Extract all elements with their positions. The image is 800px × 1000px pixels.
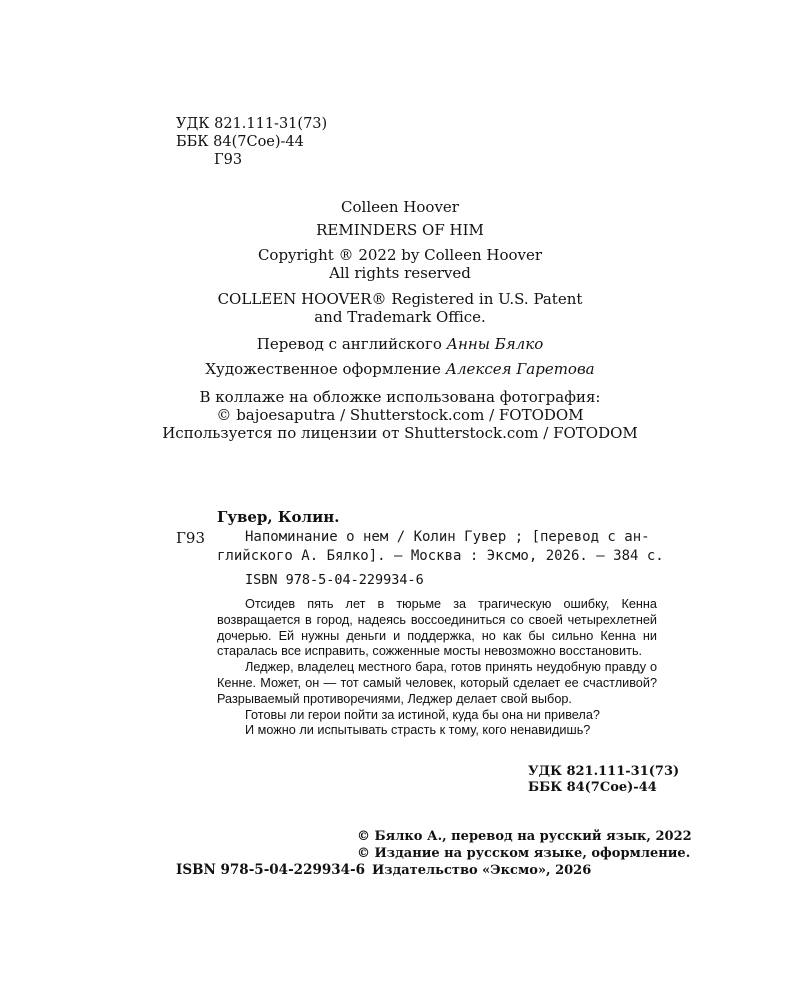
catalog-heading: Гувер, Колин.	[217, 508, 340, 526]
design-credit	[0, 360, 800, 378]
trademark-line-1: COLLEEN HOOVER® Registered in U.S. Patent	[217, 290, 583, 308]
annotation-paragraph-2: Леджер, владелец местного бара, готов принять неудобную правду о Кенне. Может, он — тот самый человек, который сделает ее счастливой? Разрываемый противоречиями, Леджер делает свой выбор.	[217, 660, 657, 706]
copyright-line: Copyright ® 2022 by Colleen Hoover	[257, 246, 543, 264]
translation-copyright: © Бялко А., перевод на русский язык, 2022	[357, 829, 692, 844]
annotation-paragraph-1: Отсидев пять лет в тюрьме за трагическую ошибку, Кенна возвращается в город, надеясь воссоединиться со своей четырехлетней дочерью. Ей нужны деньги и поддержка, но как бы сильно Кенна ни старалась все исправить, сожженные мосты невозможно восстановить.	[217, 597, 657, 659]
bbk-code-top: ББК 84(7Сое)-44	[176, 134, 304, 150]
cover-photo-line-2: © bajoesaputra / Shutterstock.com / FOTODOM	[216, 406, 584, 424]
translation-credit	[0, 335, 800, 353]
translator-name: Анны Бялко	[446, 335, 544, 353]
catalog-isbn: ISBN 978-5-04-229934-6	[245, 572, 424, 588]
bbk-code-bottom: ББК 84(7Сое)-44	[528, 780, 657, 795]
trademark-line-2: and Trademark Office.	[314, 308, 486, 326]
isbn-main: ISBN 978-5-04-229934-6	[176, 862, 366, 878]
designer-name: Алексея Гаретова	[445, 360, 595, 378]
catalog-author-mark: Г93	[176, 529, 206, 547]
cover-photo-line-1: В коллаже на обложке использована фотография:	[199, 388, 601, 406]
publisher-line: Издательство «Эксмо», 2026	[372, 863, 592, 878]
rights-line: All rights reserved	[329, 264, 471, 282]
cover-photo-line-3: Используется по лицензии от Shutterstock.com / FOTODOM	[162, 424, 638, 442]
translation-prefix: Перевод с английского	[256, 335, 447, 353]
design-prefix: Художественное оформление	[205, 360, 446, 378]
edition-copyright: © Издание на русском языке, оформление.	[357, 846, 691, 861]
annotation-paragraph-4: И можно ли испытывать страсть к тому, кого ненавидишь?	[245, 723, 591, 738]
catalog-description-line-2: глийского А. Бялко]. — Москва : Эксмо, 2026. — 384 с.	[217, 548, 664, 564]
annotation-paragraph-3: Готовы ли герои пойти за истиной, куда бы она ни привела?	[245, 707, 600, 722]
udk-code-bottom: УДК 821.111-31(73)	[528, 764, 680, 779]
catalog-description-line-1: Напоминание о нем / Колин Гувер ; [перевод с ан-	[245, 529, 650, 545]
original-title: REMINDERS OF HIM	[316, 221, 484, 239]
author-mark-top: Г93	[214, 152, 243, 168]
udk-code-top: УДК 821.111-31(73)	[176, 116, 328, 132]
annotation	[217, 597, 657, 739]
original-author: Colleen Hoover	[341, 198, 459, 216]
